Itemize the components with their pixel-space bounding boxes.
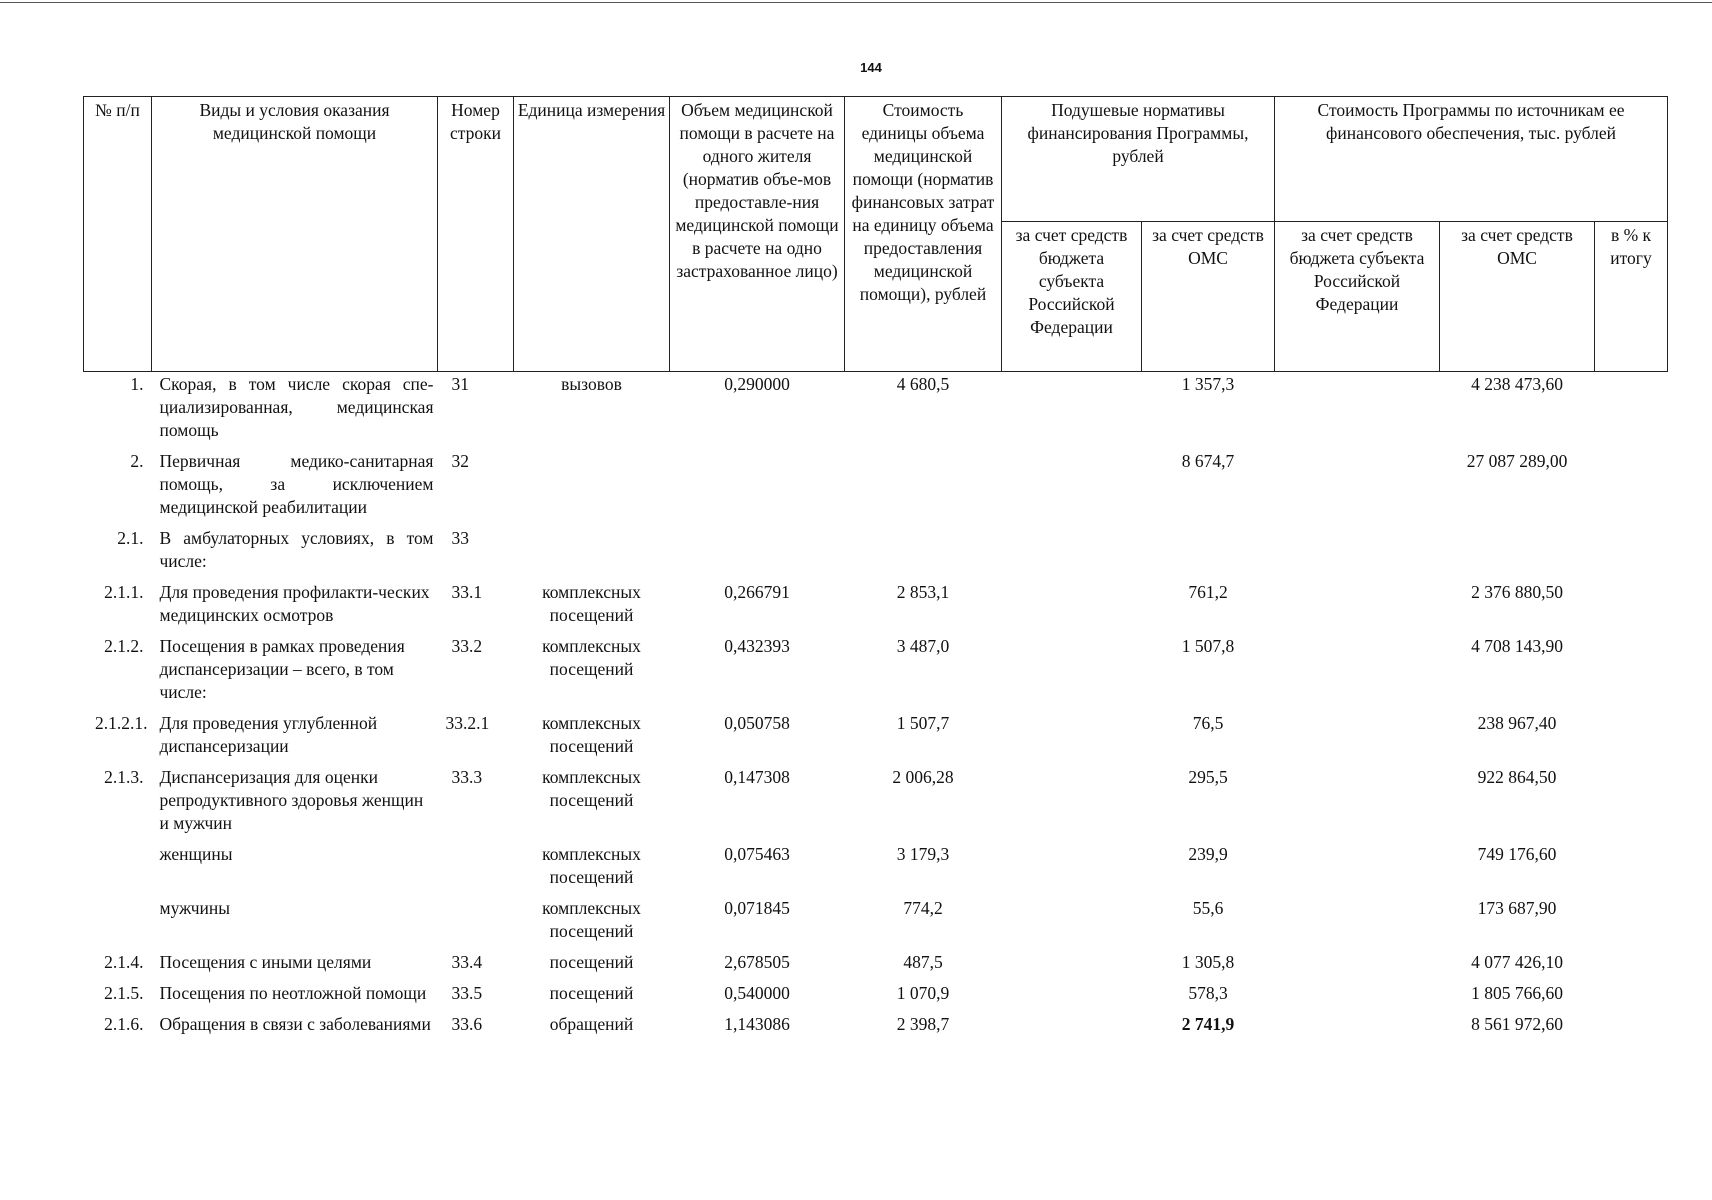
row-unit: посещений <box>549 952 634 972</box>
row-percent <box>1595 579 1668 633</box>
row-percent <box>1595 710 1668 764</box>
row-cost: 4 680,5 <box>896 374 950 394</box>
header-line-number: Номер строки <box>438 97 514 372</box>
row-name: Посещения по неотложной помощи <box>159 983 427 1003</box>
row-pc-budget <box>1002 1011 1142 1042</box>
row-percent <box>1595 448 1668 525</box>
row-pc-oms: 295,5 <box>1188 767 1228 787</box>
row-volume <box>670 525 845 579</box>
header-per-capita: Подушевые нормативы финансирования Программы, рублей <box>1002 97 1275 222</box>
row-percent <box>1595 1011 1668 1042</box>
header-pc-oms: за счет средств ОМС <box>1142 222 1275 372</box>
row-prog-oms: 4 708 143,90 <box>1471 636 1563 656</box>
row-unit: комплексных посещений <box>542 898 641 941</box>
row-number: 2.1.1. <box>104 582 144 602</box>
row-unit: вызовов <box>561 374 622 394</box>
row-pc-budget <box>1002 448 1142 525</box>
row-cost <box>845 525 1002 579</box>
row-prog-oms: 1 805 766,60 <box>1471 983 1563 1003</box>
row-pc-oms: 1 357,3 <box>1181 374 1235 394</box>
row-percent <box>1595 980 1668 1011</box>
row-name: Посещения с иными целями <box>159 952 372 972</box>
row-unit: комплексных посещений <box>542 844 641 887</box>
table-row <box>84 980 1668 1011</box>
row-cost: 3 179,3 <box>896 844 950 864</box>
row-line: 33 <box>451 528 469 548</box>
row-pc-oms: 76,5 <box>1192 713 1224 733</box>
row-prog-oms: 2 376 880,50 <box>1471 582 1563 602</box>
row-cost: 2 853,1 <box>896 582 950 602</box>
row-name: Для проведения углубленной диспансеризации <box>159 713 378 756</box>
row-pc-budget <box>1002 372 1142 449</box>
row-prog-budget <box>1275 764 1440 841</box>
row-unit: комплексных посещений <box>542 767 641 810</box>
row-unit: посещений <box>549 983 634 1003</box>
row-cost: 3 487,0 <box>896 636 950 656</box>
row-percent <box>1595 764 1668 841</box>
row-prog-budget <box>1275 980 1440 1011</box>
header-program-cost: Стоимость Программы по источникам ее финансового обеспечения, тыс. рублей <box>1275 97 1668 222</box>
row-number: 1. <box>130 374 144 394</box>
row-unit: комплексных посещений <box>542 713 641 756</box>
row-cost: 1 507,7 <box>896 713 950 733</box>
row-pc-budget <box>1002 633 1142 710</box>
row-name: женщины <box>159 844 233 864</box>
row-pc-budget <box>1002 579 1142 633</box>
row-number <box>84 895 152 949</box>
row-prog-budget <box>1275 633 1440 710</box>
row-volume: 2,678505 <box>724 952 790 972</box>
row-pc-oms: 239,9 <box>1188 844 1228 864</box>
row-prog-oms: 749 176,60 <box>1477 844 1557 864</box>
row-pc-oms: 55,6 <box>1192 898 1224 918</box>
financing-table <box>83 96 1668 1042</box>
row-pc-oms: 761,2 <box>1188 582 1228 602</box>
row-number <box>84 841 152 895</box>
row-percent <box>1595 372 1668 449</box>
row-prog-oms: 922 864,50 <box>1477 767 1557 787</box>
row-unit: комплексных посещений <box>542 582 641 625</box>
row-line <box>438 841 514 895</box>
row-number: 2. <box>130 451 144 471</box>
row-volume <box>670 448 845 525</box>
row-prog-oms: 238 967,40 <box>1477 713 1557 733</box>
row-prog-budget <box>1275 372 1440 449</box>
row-unit: обращений <box>549 1014 634 1034</box>
header-prog-budget: за счет средств бюджета субъекта Российской Федерации <box>1275 222 1440 372</box>
row-volume: 0,071845 <box>724 898 790 918</box>
row-number: 2.1.5. <box>104 983 144 1003</box>
row-volume: 0,540000 <box>724 983 790 1003</box>
row-number: 2.1.3. <box>104 767 144 787</box>
row-line: 32 <box>451 451 469 471</box>
table-body <box>84 372 1668 1043</box>
row-volume: 0,266791 <box>724 582 790 602</box>
row-volume: 0,075463 <box>724 844 790 864</box>
row-volume: 0,050758 <box>724 713 790 733</box>
row-cost: 487,5 <box>903 952 943 972</box>
row-line: 33.2 <box>451 636 483 656</box>
row-prog-budget <box>1275 448 1440 525</box>
row-volume: 1,143086 <box>724 1014 790 1034</box>
table-row <box>84 710 1668 764</box>
row-name: Посещения в рамках проведения диспансеризации – всего, в том числе: <box>159 636 405 702</box>
row-percent <box>1595 949 1668 980</box>
row-name: Скорая, в том числе скорая спе-циализированная, медицинская помощь <box>159 374 434 440</box>
row-line: 31 <box>451 374 469 394</box>
row-cost: 2 398,7 <box>896 1014 950 1034</box>
row-cost: 774,2 <box>903 898 943 918</box>
row-line: 33.5 <box>451 983 483 1003</box>
table-row <box>84 525 1668 579</box>
table-row <box>84 764 1668 841</box>
row-unit <box>514 525 670 579</box>
row-pc-oms <box>1142 525 1275 579</box>
row-pc-budget <box>1002 895 1142 949</box>
row-name: Для проведения профилакти-ческих медицинских осмотров <box>159 582 430 625</box>
row-percent <box>1595 525 1668 579</box>
row-prog-budget <box>1275 525 1440 579</box>
row-pc-oms: 1 305,8 <box>1181 952 1235 972</box>
row-pc-budget <box>1002 949 1142 980</box>
row-prog-budget <box>1275 895 1440 949</box>
row-pc-budget <box>1002 841 1142 895</box>
table-row <box>84 841 1668 895</box>
row-cost <box>845 448 1002 525</box>
row-pc-oms: 8 674,7 <box>1181 451 1235 471</box>
row-name: Первичная медико-санитарная помощь, за исключением медицинской реабилитации <box>159 451 434 517</box>
table-row <box>84 949 1668 980</box>
row-prog-oms: 4 077 426,10 <box>1471 952 1563 972</box>
table-header <box>84 97 1668 372</box>
row-prog-oms: 173 687,90 <box>1477 898 1557 918</box>
row-pc-budget <box>1002 710 1142 764</box>
table-row <box>84 895 1668 949</box>
row-pc-oms: 2 741,9 <box>1181 1014 1235 1034</box>
header-types: Виды и условия оказания медицинской помощи <box>152 97 438 372</box>
table-row <box>84 372 1668 449</box>
table-row <box>84 633 1668 710</box>
header-no: № п/п <box>84 97 152 372</box>
top-border-line <box>0 2 1712 3</box>
row-line: 33.3 <box>451 767 483 787</box>
row-number: 2.1. <box>117 528 144 548</box>
row-prog-budget <box>1275 841 1440 895</box>
page-number: 144 <box>860 60 882 75</box>
row-percent <box>1595 841 1668 895</box>
row-line: 33.1 <box>451 582 483 602</box>
row-line: 33.6 <box>451 1014 483 1034</box>
row-pc-budget <box>1002 980 1142 1011</box>
table-row <box>84 579 1668 633</box>
row-pc-budget <box>1002 525 1142 579</box>
row-prog-oms <box>1440 525 1595 579</box>
header-cost: Стоимость единицы объема медицинской помощи (норматив финансовых затрат на единицу объема предоставления медицинской помощи), рублей <box>845 97 1002 372</box>
row-prog-budget <box>1275 579 1440 633</box>
row-prog-oms: 27 087 289,00 <box>1466 451 1568 471</box>
row-line <box>438 895 514 949</box>
row-volume: 0,147308 <box>724 767 790 787</box>
row-cost: 2 006,28 <box>892 767 954 787</box>
row-name: Диспансеризация для оценки репродуктивного здоровья женщин и мужчин <box>159 767 424 833</box>
row-pc-oms: 578,3 <box>1188 983 1228 1003</box>
row-volume: 0,432393 <box>724 636 790 656</box>
table-row <box>84 448 1668 525</box>
header-unit: Единица измерения <box>514 97 670 372</box>
row-prog-budget <box>1275 1011 1440 1042</box>
table-row <box>84 1011 1668 1042</box>
row-number: 2.1.6. <box>104 1014 144 1034</box>
row-name: Обращения в связи с заболеваниями <box>159 1014 431 1034</box>
row-number: 2.1.2.1. <box>95 713 148 733</box>
row-prog-oms: 4 238 473,60 <box>1471 374 1563 394</box>
row-number: 2.1.2. <box>104 636 144 656</box>
row-percent <box>1595 633 1668 710</box>
row-percent <box>1595 895 1668 949</box>
header-prog-oms: за счет средств ОМС <box>1440 222 1595 372</box>
row-prog-budget <box>1275 710 1440 764</box>
row-cost: 1 070,9 <box>896 983 950 1003</box>
row-prog-budget <box>1275 949 1440 980</box>
header-volume: Объем медицинской помощи в расчете на одного жителя (норматив объе-мов предоставле-ния медицинской помощи в расчете на одно застрахованное лицо) <box>670 97 845 372</box>
row-name: мужчины <box>159 898 231 918</box>
row-unit <box>514 448 670 525</box>
row-prog-oms: 8 561 972,60 <box>1471 1014 1563 1034</box>
row-number: 2.1.4. <box>104 952 144 972</box>
row-name: В амбулаторных условиях, в том числе: <box>159 528 434 571</box>
row-line: 33.4 <box>451 952 483 972</box>
row-unit: комплексных посещений <box>542 636 641 679</box>
row-volume: 0,290000 <box>724 374 790 394</box>
row-line: 33.2.1 <box>445 713 490 733</box>
header-prog-percent: в % к итогу <box>1595 222 1668 372</box>
header-pc-budget: за счет средств бюджета субъекта Российской Федерации <box>1002 222 1142 372</box>
row-pc-oms: 1 507,8 <box>1181 636 1235 656</box>
row-pc-budget <box>1002 764 1142 841</box>
